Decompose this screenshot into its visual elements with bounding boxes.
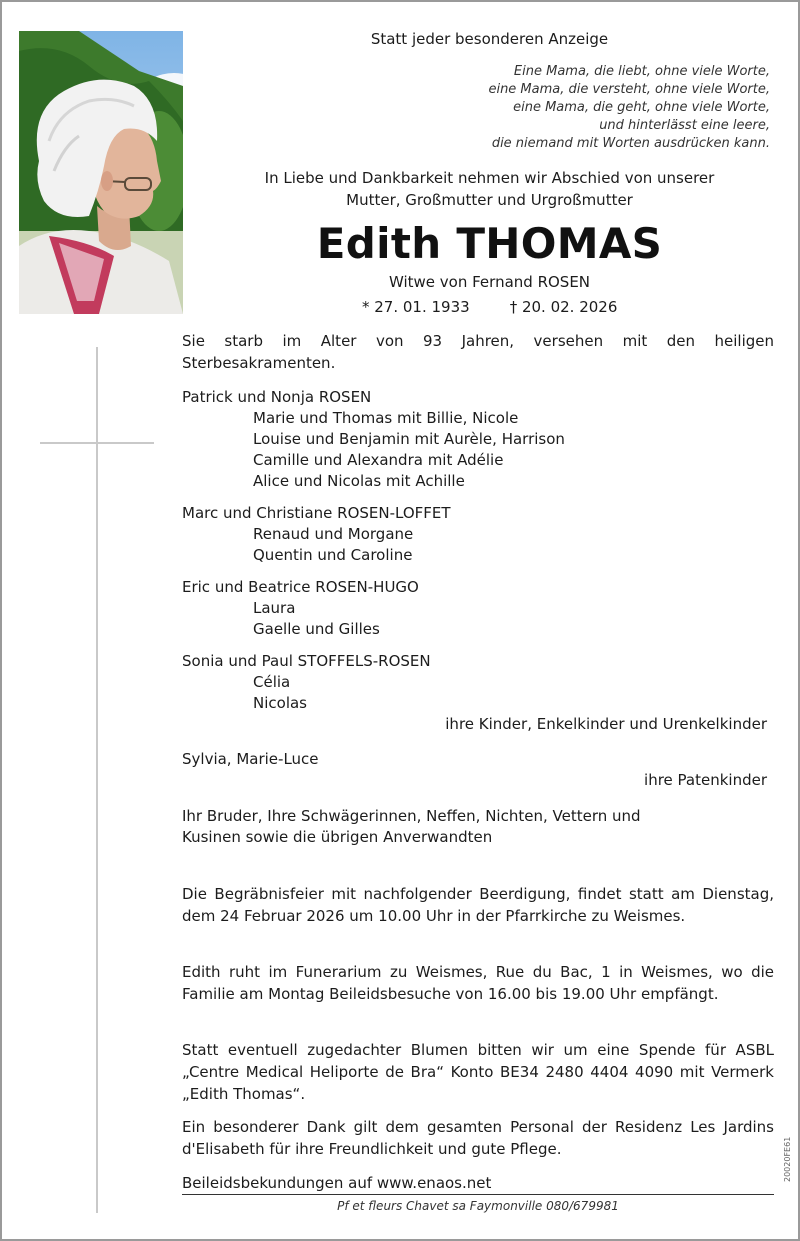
poem-line: und hinterlässt eine leere, [599, 118, 770, 133]
group-head: Marc und Christiane ROSEN-LOFFET [182, 504, 451, 522]
portrait-photo [19, 31, 183, 314]
thanks-info: Ein besonderer Dank gilt dem gesamten Personal der Residenz Les Jardins d'Elisabeth für ihre Freundlichkeit und gute Pflege. [182, 1118, 774, 1158]
group-member: Marie und Thomas mit Billie, Nicole [253, 409, 519, 427]
group-head: Patrick und Nonja ROSEN [182, 388, 372, 406]
group-head: Eric und Beatrice ROSEN-HUGO [182, 578, 419, 596]
group-member: Nicolas [253, 694, 307, 712]
funerarium-info: Edith ruht im Funerarium zu Weismes, Rue du Bac, 1 in Weismes, wo die Familie am Montag Beileidsbesuche von 16.00 bis 19.00 Uhr empfängt. [182, 963, 774, 1003]
poem-line: eine Mama, die versteht, ohne viele Worte, [488, 82, 770, 97]
funeral-home: Pf et fleurs Chavet sa Faymonville 080/679981 [337, 1199, 619, 1213]
death-date: † 20. 02. 2026 [509, 298, 618, 316]
funeral-info: Die Begräbnisfeier mit nachfolgender Beerdigung, findet statt am Dienstag, dem 24 Februar 2026 um 10.00 Uhr in der Pfarrkirche zu Weismes. [182, 885, 774, 925]
intro-line: Mutter, Großmutter und Urgroßmutter [346, 191, 633, 209]
donation-info: Statt eventuell zugedachter Blumen bitten wir um eine Spende für ASBL „Centre Medical Heliporte de Bra“ Konto BE34 2480 4404 4090 mit Vermerk „Edith Thomas“. [182, 1041, 774, 1103]
deceased-name: Edith THOMAS [316, 219, 663, 268]
group-member: Quentin und Caroline [253, 546, 413, 564]
birth-date: * 27. 01. 1933 [362, 298, 470, 316]
condolences-info: Beileidsbekundungen auf www.enaos.net [182, 1174, 492, 1192]
group-member: Alice und Nicolas mit Achille [253, 472, 465, 490]
group-member: Louise und Benjamin mit Aurèle, Harrison [253, 430, 565, 448]
relatives [182, 806, 774, 848]
poem-line: Eine Mama, die liebt, ohne viele Worte, [513, 64, 770, 79]
life-dates [362, 298, 617, 316]
relatives-line: Kusinen sowie die übrigen Anverwandten [182, 828, 493, 846]
godchildren-label: ihre Patenkinder [644, 771, 767, 789]
group-head: Sonia und Paul STOFFELS-ROSEN [182, 652, 431, 670]
family-group [182, 651, 774, 714]
poem-line: die niemand mit Worten ausdrücken kann. [491, 136, 770, 151]
cross-horizontal-bar [40, 442, 154, 444]
family-group [182, 503, 774, 566]
family-group [182, 577, 774, 640]
group-member: Gaelle und Gilles [253, 620, 380, 638]
top-line: Statt jeder besonderen Anzeige [370, 30, 609, 48]
cross-vertical-bar [96, 347, 98, 1213]
family-list [182, 387, 774, 848]
poem-line: eine Mama, die geht, ohne viele Worte, [513, 100, 770, 115]
group-member: Célia [253, 673, 291, 691]
group-member: Renaud und Morgane [253, 525, 414, 543]
age-statement: Sie starb im Alter von 93 Jahren, versehen mit den heiligen Sterbesakramenten. [182, 332, 774, 372]
reference-code: 20020FE61 [783, 1136, 792, 1182]
family-group [182, 387, 774, 492]
poem [410, 63, 770, 153]
widow-of: Witwe von Fernand ROSEN [388, 273, 591, 291]
relatives-line: Ihr Bruder, Ihre Schwägerinnen, Neffen, Nichten, Vettern und [182, 807, 641, 825]
footer-rule [182, 1194, 774, 1195]
group-member: Camille und Alexandra mit Adélie [253, 451, 504, 469]
intro-line: In Liebe und Dankbarkeit nehmen wir Abschied von unserer [264, 169, 715, 187]
intro-text [202, 167, 777, 211]
godchildren-names: Sylvia, Marie-Luce [182, 750, 319, 768]
group-member: Laura [253, 599, 296, 617]
children-summary: ihre Kinder, Enkelkinder und Urenkelkinder [445, 715, 767, 733]
